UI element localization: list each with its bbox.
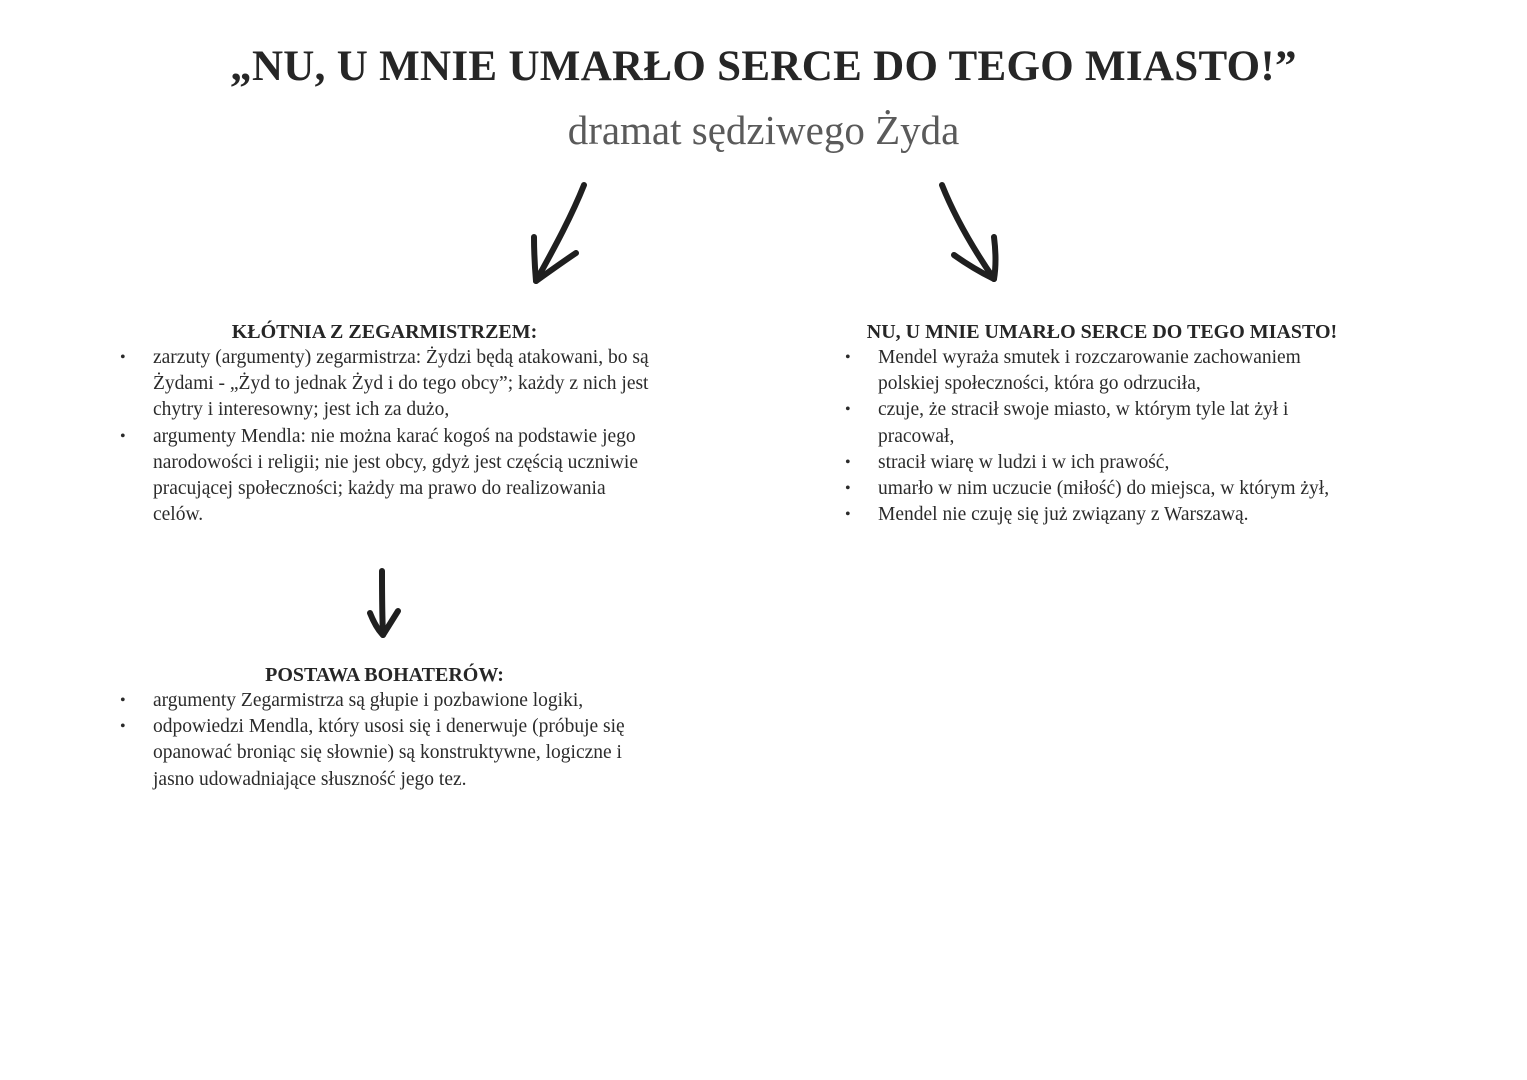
page-subtitle: dramat sędziwego Żyda [567, 107, 960, 153]
section-heading: POSTAWA BOHATERÓW: [265, 664, 504, 686]
arrow-down-left-icon [520, 175, 600, 295]
feelings-list [842, 345, 1362, 528]
arrow-down-right-icon [930, 175, 1010, 295]
section-heading: NU, U MNIE UMARŁO SERCE DO TEGO MIASTO! [866, 321, 1338, 343]
list-item [842, 345, 1362, 397]
bullet-icon: • [845, 349, 851, 366]
bullet-icon: • [845, 401, 851, 419]
list-item [117, 345, 652, 424]
list-item [842, 450, 1362, 476]
list-item [842, 476, 1362, 502]
heart-died-section [842, 319, 1362, 528]
list-item [842, 397, 1362, 449]
bullet-icon: • [845, 453, 851, 471]
list-item [117, 424, 652, 529]
argument-section [117, 319, 652, 528]
list-item [842, 502, 1362, 528]
bullet-icon: • [120, 718, 126, 736]
list-item-text: umarło w nim uczucie (miłość) do miejsca, w którym żył, [878, 478, 1330, 500]
attitude-list [117, 688, 652, 793]
bullet-icon: • [845, 506, 851, 524]
list-item-text: argumenty Zegarmistrza są głupie i pozbawione logiki, [153, 690, 584, 711]
page-title: „NU, U MNIE UMARŁO SERCE DO TEGO MIASTO!” [230, 43, 1297, 90]
list-item-text: Mendel nie czuję się już związany z Warszawą. [878, 504, 1249, 526]
list-item-text: stracił wiarę w ludzi i w ich prawość, [878, 451, 1170, 473]
list-item-text: zarzuty (argumenty) zegarmistrza: Żydzi będą atakowani, bo są Żydami - „Żyd to jednak Żyd i do tego obcy”; każdy z nich jest chytry i interesowny; jest ich za dużo, [153, 347, 649, 421]
list-item-text: argumenty Mendla: nie można karać kogoś na podstawie jego narodowości i religii; nie jest obcy, gdyż jest częścią uczniwie pracującej społeczności; każdy ma prawo do realizowania celów. [153, 425, 638, 526]
list-item [117, 714, 652, 793]
list-item-text: odpowiedzi Mendla, który usosi się i denerwuje (próbuje się opanować broniąc się słownie) są konstruktywne, logiczne i jasno udowadniające słuszność jego tez. [153, 716, 625, 790]
arrow-down-icon [362, 565, 406, 645]
argument-list [117, 345, 652, 528]
bullet-icon: • [120, 692, 126, 709]
attitude-section [117, 662, 652, 793]
bullet-icon: • [120, 349, 126, 366]
list-item-text: czuje, że stracił swoje miasto, w którym tyle lat żył i pracował, [878, 399, 1289, 447]
list-item [117, 688, 652, 714]
section-heading: KŁÓTNIA Z ZEGARMISTRZEM: [231, 321, 538, 343]
bullet-icon: • [845, 480, 851, 498]
list-item-text: Mendel wyraża smutek i rozczarowanie zachowaniem polskiej społeczności, która go odrzuciła, [878, 347, 1301, 395]
bullet-icon: • [120, 427, 126, 445]
